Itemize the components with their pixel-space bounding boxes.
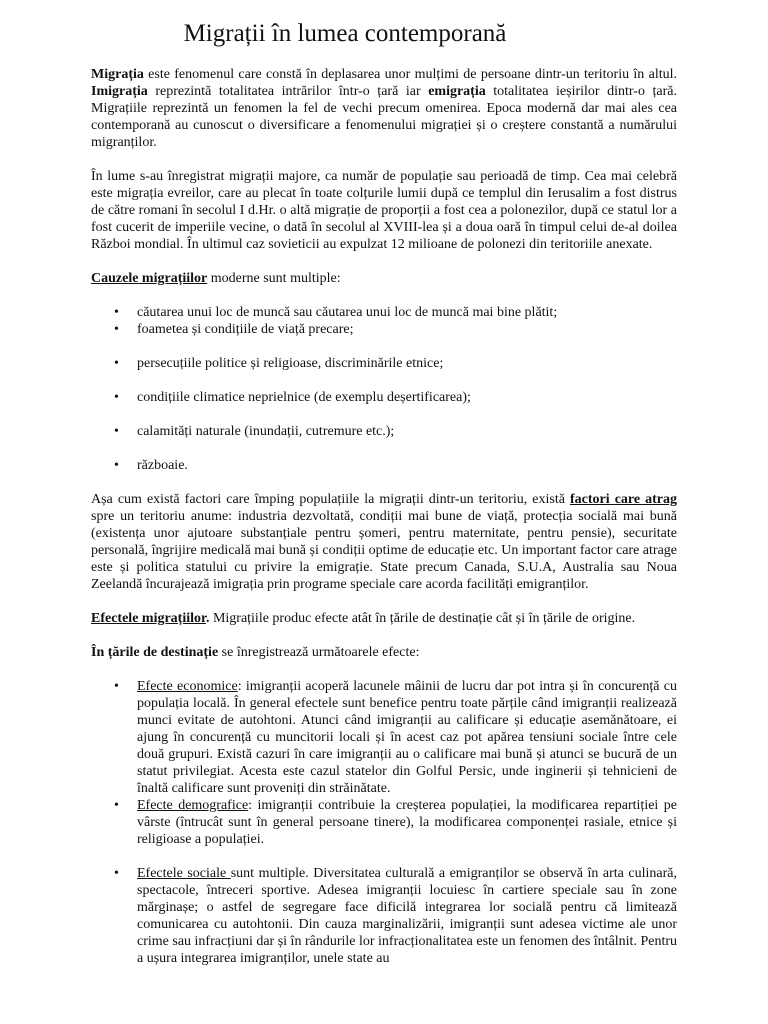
term-migratia: Migrația: [91, 67, 144, 82]
effect-label: Efecte demografice: [137, 798, 249, 813]
list-item: • calamități naturale (inundații, cutremure etc.);: [91, 423, 677, 440]
destination-heading-bold: În țările de destinație: [91, 645, 219, 660]
list-item: • Efecte economice: imigranții acoperă lacunele mâinii de lucru dar pot intra și în concurență cu populația locală. În general efectele sunt benefice pentru toate părțile când imigranții realizează munci evitate de autohtoni. Atunci când imigranții au calificare și educație asemănătoare, ei ajung în concurență cu muncitorii locali și în acest caz pot apărea tensiuni sociale între cele două grupuri. Există cazuri în care imigranții au o calificare mai bună și atunci se bucură de un statut privilegiat. Acesta este cazul statelor din Golful Persic, unde inginerii și tehnicieni de înaltă calificare sunt proveniți din străinătate.: [91, 678, 677, 797]
list-item: • condițiile climatice neprielnice (de exemplu deșertificarea);: [91, 389, 677, 406]
document-title: Migrații în lumea contemporană: [183, 20, 507, 47]
list-item: • războaie.: [91, 457, 677, 474]
term-imigratia: Imigrația: [91, 84, 148, 99]
paragraph-definitions: Migrația este fenomenul care constă în deplasarea unor mulțimi de persoane dintr-un teritoriu în altul. Imigrația reprezintă totalitatea intrărilor într-o țară iar emigrația totalitatea ieșirilor dintr-o țară. Migrațiile reprezintă un fenomen la fel de vechi precum omenirea. Epoca modernă dar mai ales cea contemporană au cunoscut o diversificare a fenomenului migrației și o creștere constantă a numărului migranților.: [91, 67, 678, 150]
list-item: • Efectele sociale sunt multiple. Diversitatea culturală a emigranților se observă în arta culinară, spectacole, întreceri sportive. Adesea imigranții locuiesc în cartiere speciale sau în zone mărginașe; o astfel de segregare face dificilă integrarea lor socială pentru că limitează comunicarea cu autohtonii. Din cauza marginalizării, imigranții sunt adesea victime ale unor crime sau infracțiuni dar și în rândurile lor infracționalitatea este un fenomen des întâlnit. Pentru a ușura integrarea imigranților, unele state au: [91, 865, 677, 967]
effect-label: Efecte economice: [137, 679, 238, 694]
paragraph-pull-factors: Așa cum există factori care împing populațiile la migrații dintr-un teritoriu, există factori care atrag spre un teritoriu anume: industria dezvoltată, condiții mai bune de viață, protecția socială mai bună (existența unor ajutoare substanțiale pentru șomeri, pentru maternitate, pentru pensie), securitate personală, îngrijire medicală mai bună și condiții optime de educație etc. Un important factor care atrage este și politica statului cu privire la emigrație. State precum Canada, S.U.A, Australia sau Noua Zeelandă încurajează imigrația prin programe speciale care acorda facilități emigranților.: [91, 492, 678, 592]
destination-heading: În țările de destinație se înregistrează următoarele efecte:: [91, 645, 420, 660]
causes-heading: Cauzele migrațiilor moderne sunt multiple:: [91, 271, 341, 286]
effects-heading: Efectele migrațiilor: [91, 611, 206, 626]
paragraph-effects-intro: Efectele migrațiilor. Migrațiile produc efecte atât în țările de destinație cât și în țările de origine.: [91, 611, 636, 626]
list-item: • Efecte demografice: imigranții contribuie la creșterea populației, la modificarea repartiției pe vârste (întrucât sunt în general persoane tinere), la modificarea componenței rasiale, etnice și religioase a populației.: [91, 797, 677, 848]
term-factori-care-atrag: factori care atrag: [570, 492, 678, 507]
list-item: • foametea și condițiile de viață precare;: [91, 321, 677, 338]
effect-label: Efectele sociale: [137, 866, 231, 881]
list-item: • persecuțiile politice și religioase, discriminările etnice;: [91, 355, 677, 372]
document-body: [91, 66, 677, 967]
list-item: • căutarea unui loc de muncă sau căutarea unui loc de muncă mai bine plătit;: [91, 304, 677, 321]
paragraph-major-migrations: În lume s-au înregistrat migrații majore, ca număr de populație sau perioadă de timp. Cea mai celebră este migrația evreilor, care au plecat în toate colțurile lumii după ce templul din Ierusalim a fost distrus de către romani în secolul I d.Hr. o altă migrație de proporții a fost cea a polonezilor, după ce statul lor a fost cucerit de imperiile vecine, o dată în secolul al XVIII-lea și a doua oară în timpul celui de-al doilea Război mondial. În ultimul caz sovieticii au expulzat 12 milioane de polonezi din teritoriile anexate.: [91, 169, 677, 252]
causes-heading-bold: Cauzele migrațiilor: [91, 271, 208, 286]
term-emigratia: emigrația: [428, 84, 486, 99]
causes-list: [91, 304, 677, 474]
effects-list: [91, 678, 677, 967]
